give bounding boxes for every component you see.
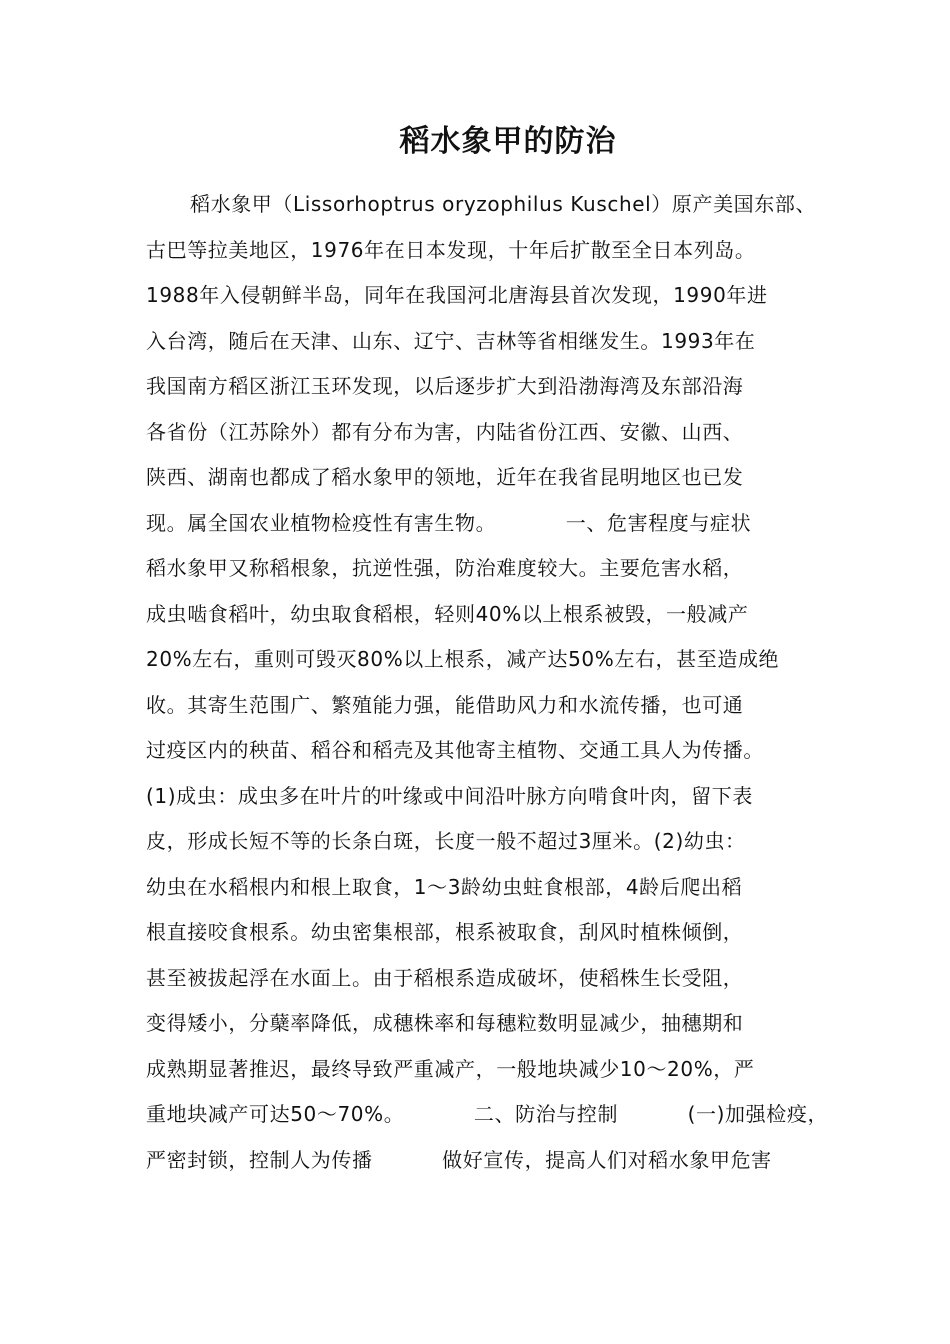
paragraph-line: 收。其寄生范围广、繁殖能力强，能借助风力和水流传播，也可通	[146, 692, 744, 717]
paragraph-line: 皮，形成长短不等的长条白斑，长度一般不超过3厘米。(2)幼虫：	[146, 829, 746, 853]
paragraph-line: 变得矮小，分蘖率降低，成穗株率和每穗粒数明显减少，抽穗期和	[146, 1011, 744, 1035]
paragraph-line: 重地块减产可达50～70%。 二、防治与控制 (一)加强检疫，	[146, 1102, 829, 1126]
paragraph-line: 根直接咬食根系。幼虫密集根部，根系被取食，刮风时植株倾倒，	[146, 920, 744, 944]
document-title: 稻水象甲的防治	[399, 124, 617, 159]
paragraph-line: 成熟期显著推迟，最终导致严重减产，一般地块减少10～20%，严	[146, 1056, 755, 1081]
paragraph-line: 入台湾，随后在天津、山东、辽宁、吉林等省相继发生。1993年在	[146, 328, 756, 353]
paragraph-line: 稻水象甲又称稻根象，抗逆性强，防治难度较大。主要危害水稻，	[146, 556, 744, 580]
paragraph-line: 陕西、湖南也都成了稻水象甲的领地，近年在我省昆明地区也已发	[146, 465, 744, 489]
paragraph-line: 稻水象甲（Lissorhoptrus oryzophilus Kuschel）原产美国东部、	[190, 192, 817, 216]
paragraph-line: 各省份（江苏除外）都有分布为害，内陆省份江西、安徽、山西、	[146, 419, 744, 444]
paragraph-line: 我国南方稻区浙江玉环发现，以后逐步扩大到沿渤海湾及东部沿海	[146, 374, 744, 398]
paragraph-line: 1988年入侵朝鲜半岛，同年在我国河北唐海县首次发现，1990年进	[146, 283, 768, 307]
paragraph-line: 甚至被拔起浮在水面上。由于稻根系造成破坏，使稻株生长受阻，	[146, 965, 744, 990]
paragraph-line: 幼虫在水稻根内和根上取食，1～3龄幼虫蛀食根部，4龄后爬出稻	[146, 874, 743, 899]
document-body	[146, 182, 829, 1183]
paragraph-line: 过疫区内的秧苗、稻谷和稻壳及其他寄主植物、交通工具人为传播。	[146, 738, 764, 762]
paragraph-line: 现。属全国农业植物检疫性有害生物。 一、危害程度与症状	[146, 510, 752, 535]
paragraph-line: 20%左右，重则可毁灭80%以上根系，减产达50%左右，甚至造成绝	[146, 647, 780, 671]
paragraph-line: 古巴等拉美地区，1976年在日本发现，十年后扩散至全日本列岛。	[146, 237, 756, 262]
paragraph-line: (1)成虫：成虫多在叶片的叶缘或中间沿叶脉方向啃食叶肉，留下表	[146, 783, 753, 808]
paragraph-line: 严密封锁，控制人为传播 做好宣传，提高人们对稻水象甲危害	[146, 1147, 772, 1172]
paragraph-line: 成虫啮食稻叶，幼虫取食稻根，轻则40%以上根系被毁，一般减产	[146, 601, 749, 626]
